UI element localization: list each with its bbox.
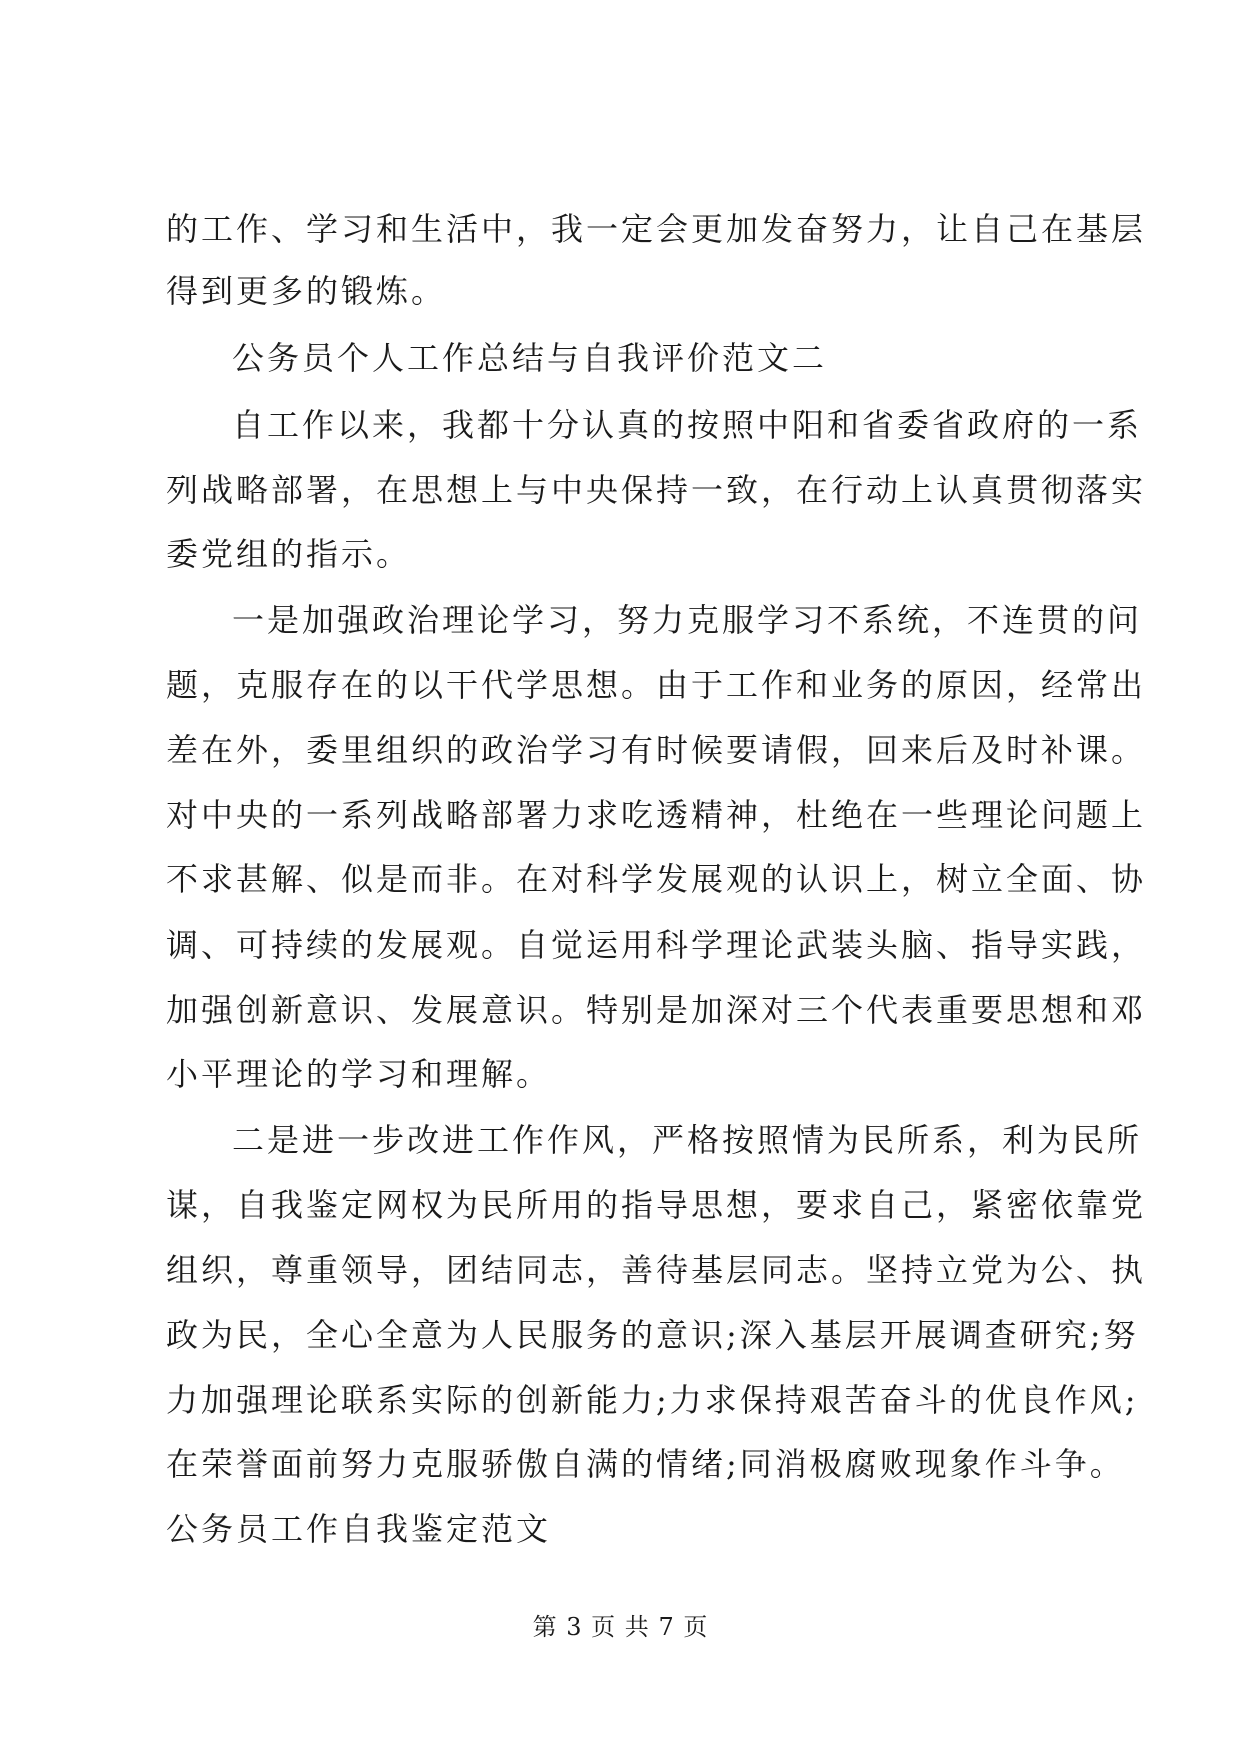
text-line: 对中央的一系列战略部署力求吃透精神，杜绝在一些理论问题上 xyxy=(166,796,1147,834)
text-line: 得到更多的锻炼。 xyxy=(166,272,447,310)
text-line: 不求甚解、似是而非。在对科学发展观的认识上，树立全面、协 xyxy=(166,860,1147,898)
text-line: 公务员工作自我鉴定范文 xyxy=(166,1510,552,1548)
text-line: 调、可持续的发展观。自觉运用科学理论武装头脑、指导实践， xyxy=(166,926,1147,964)
paragraph-first-line: 自工作以来，我都十分认真的按照中阳和省委省政府的一系 xyxy=(232,406,1143,444)
section-heading: 公务员个人工作总结与自我评价范文二 xyxy=(232,339,828,377)
paragraph-first-line: 二是进一步改进工作作风，严格按照情为民所系，利为民所 xyxy=(232,1121,1143,1159)
text-line: 力加强理论联系实际的创新能力;力求保持艰苦奋斗的优良作风; xyxy=(166,1381,1139,1419)
text-line: 列战略部署，在思想上与中央保持一致，在行动上认真贯彻落实 xyxy=(166,471,1147,509)
text-line: 在荣誉面前努力克服骄傲自满的情绪;同消极腐败现象作斗争。 xyxy=(166,1445,1125,1483)
paragraph-first-line: 一是加强政治理论学习，努力克服学习不系统，不连贯的问 xyxy=(232,601,1143,639)
text-line: 委党组的指示。 xyxy=(166,535,412,573)
text-line: 谋，自我鉴定网权为民所用的指导思想，要求自己，紧密依靠党 xyxy=(166,1186,1147,1224)
text-line: 题，克服存在的以干代学思想。由于工作和业务的原因，经常出 xyxy=(166,666,1147,704)
text-line: 加强创新意识、发展意识。特别是加深对三个代表重要思想和邓 xyxy=(166,991,1147,1029)
text-line: 差在外，委里组织的政治学习有时候要请假，回来后及时补课。 xyxy=(166,731,1147,769)
page-number-footer: 第 3 页 共 7 页 xyxy=(532,1613,709,1641)
text-line: 的工作、学习和生活中，我一定会更加发奋努力，让自己在基层 xyxy=(166,210,1147,248)
text-line: 组织，尊重领导，团结同志，善待基层同志。坚持立党为公、执 xyxy=(166,1251,1147,1289)
text-line: 小平理论的学习和理解。 xyxy=(166,1055,552,1093)
text-line: 政为民，全心全意为人民服务的意识;深入基层开展调查研究;努 xyxy=(166,1316,1139,1354)
